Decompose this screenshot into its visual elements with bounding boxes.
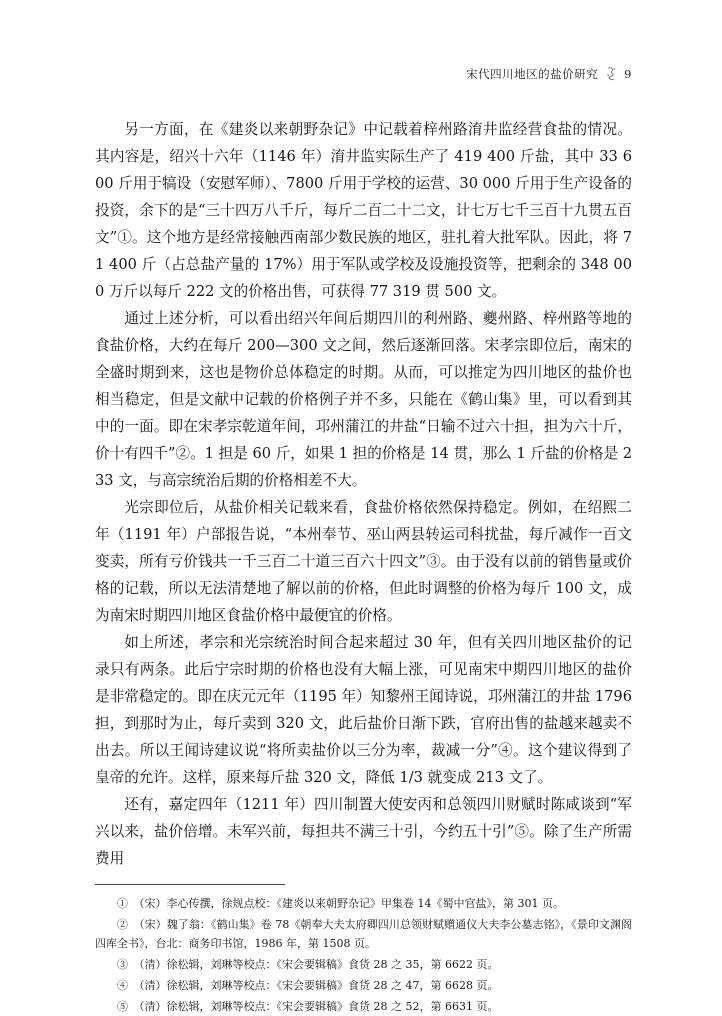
body-text	[95, 116, 632, 872]
chapter-ornament-icon	[605, 66, 617, 82]
body-paragraph: 如上所述，孝宗和光宗统治时间合起来超过 30 年，但有关四川地区盐价的记录只有两条。此后宁宗时期的价格也没有大幅上涨，可见南宋中期四川地区的盐价是非常稳定的。即在庆元元年（1195 年）知黎州王闻诗说，邛州蒲江的井盐 1796 担，到那时为止，每斤卖到 320 文，此后盐价日渐下跌，官府出售的盐越来越卖不出去。所以王闻诗建议说“将所卖盐价以三分为率，裁减一分”④。这个建议得到了皇帝的允许。这样，原来每斤盐 320 文，降低 1/3 就变成 213 文了。	[95, 634, 632, 786]
page-number: 9	[624, 67, 632, 81]
footnote: ② （宋）魏了翁：《鹤山集》卷 78《朝奉大夫太府卿四川总领财赋赠通仪大夫李公墓志铭》，《景印文渊阁四库全书》，台北：商务印书馆，1986 年，第 1508 页。	[95, 918, 632, 950]
footnote: ③ （清）徐松辑，刘琳等校点：《宋会要辑稿》食货 28 之 35，第 6622 页。	[117, 958, 499, 971]
footnote: ④ （清）徐松辑，刘琳等校点：《宋会要辑稿》食货 28 之 47，第 6628 页。	[117, 979, 499, 992]
running-header-title: 宋代四川地区的盐价研究	[466, 67, 599, 81]
running-header	[95, 66, 632, 82]
body-paragraph: 光宗即位后，从盐价相关记载来看，食盐价格依然保持稳定。例如，在绍熙二年（1191 年）户部报告说，“本州奉节、巫山两县转运司科扰盐，每斤减作一百文变卖，所有亏价钱共一千三百二十道三百六十四文”③。由于没有以前的销售量或价格的记载，所以无法清楚地了解以前的价格，但此时调整的价格为每斤 100 文，成为南宋时期四川地区食盐价格中最便宜的价格。	[95, 499, 632, 624]
footnote-block	[95, 884, 632, 1016]
footnote-divider	[95, 884, 285, 885]
body-paragraph: 通过上述分析，可以看出绍兴年间后期四川的利州路、夔州路、梓州路等地的食盐价格，大约在每斤 200—300 文之间，然后逐渐回落。宋孝宗即位后，南宋的全盛时期到来，这也是物价总体稳定的时期。从而，可以推定为四川地区的盐价也相当稳定，但是文献中记载的价格例子并不多，只能在《鹤山集》里，可以看到其中的一面。即在宋孝宗乾道年间，邛州蒲江的井盐“日输不过六十担，担为六十斤，价十有四千”②。1 担是 60 斤，如果 1 担的价格是 14 贯，那么 1 斤盐的价格是 233 文，与高宗统治后期的价格相差不大。	[95, 310, 632, 489]
footnote: ⑤ （清）徐松辑，刘琳等校点：《宋会要辑稿》食货 28 之 52，第 6631 页。	[117, 1000, 499, 1013]
footnote: ① （宋）李心传撰，徐规点校：《建炎以来朝野杂记》甲集卷 14《蜀中官盐》，第 301 页。	[117, 897, 564, 910]
body-paragraph: 还有，嘉定四年（1211 年）四川制置大使安丙和总领四川财赋时陈咸谈到“军兴以来，盐价倍增。未军兴前，每担共不满三十引，今约五十引”⑤。除了生产所需费用	[95, 796, 632, 867]
body-paragraph: 另一方面，在《建炎以来朝野杂记》中记载着梓州路淯井监经营食盐的情况。其内容是，绍兴十六年（1146 年）淯井监实际生产了 419 400 斤盐，其中 33 600 斤用于犒设（安慰军师）、7800 斤用于学校的运营、30 000 斤用于生产设备的投资，余下的是“三十四万八千斤，每斤二百二十二文，计七万七千三百十九贯五百文”①。这个地方是经常接触西南部少数民族的地区，驻扎着大批军队。因此，将 71 400 斤（占总盐产量的 17%）用于军队或学校及设施投资等，把剩余的 348 000 万斤以每斤 222 文的价格出售，可获得 77 319 贯 500 文。	[95, 121, 632, 300]
